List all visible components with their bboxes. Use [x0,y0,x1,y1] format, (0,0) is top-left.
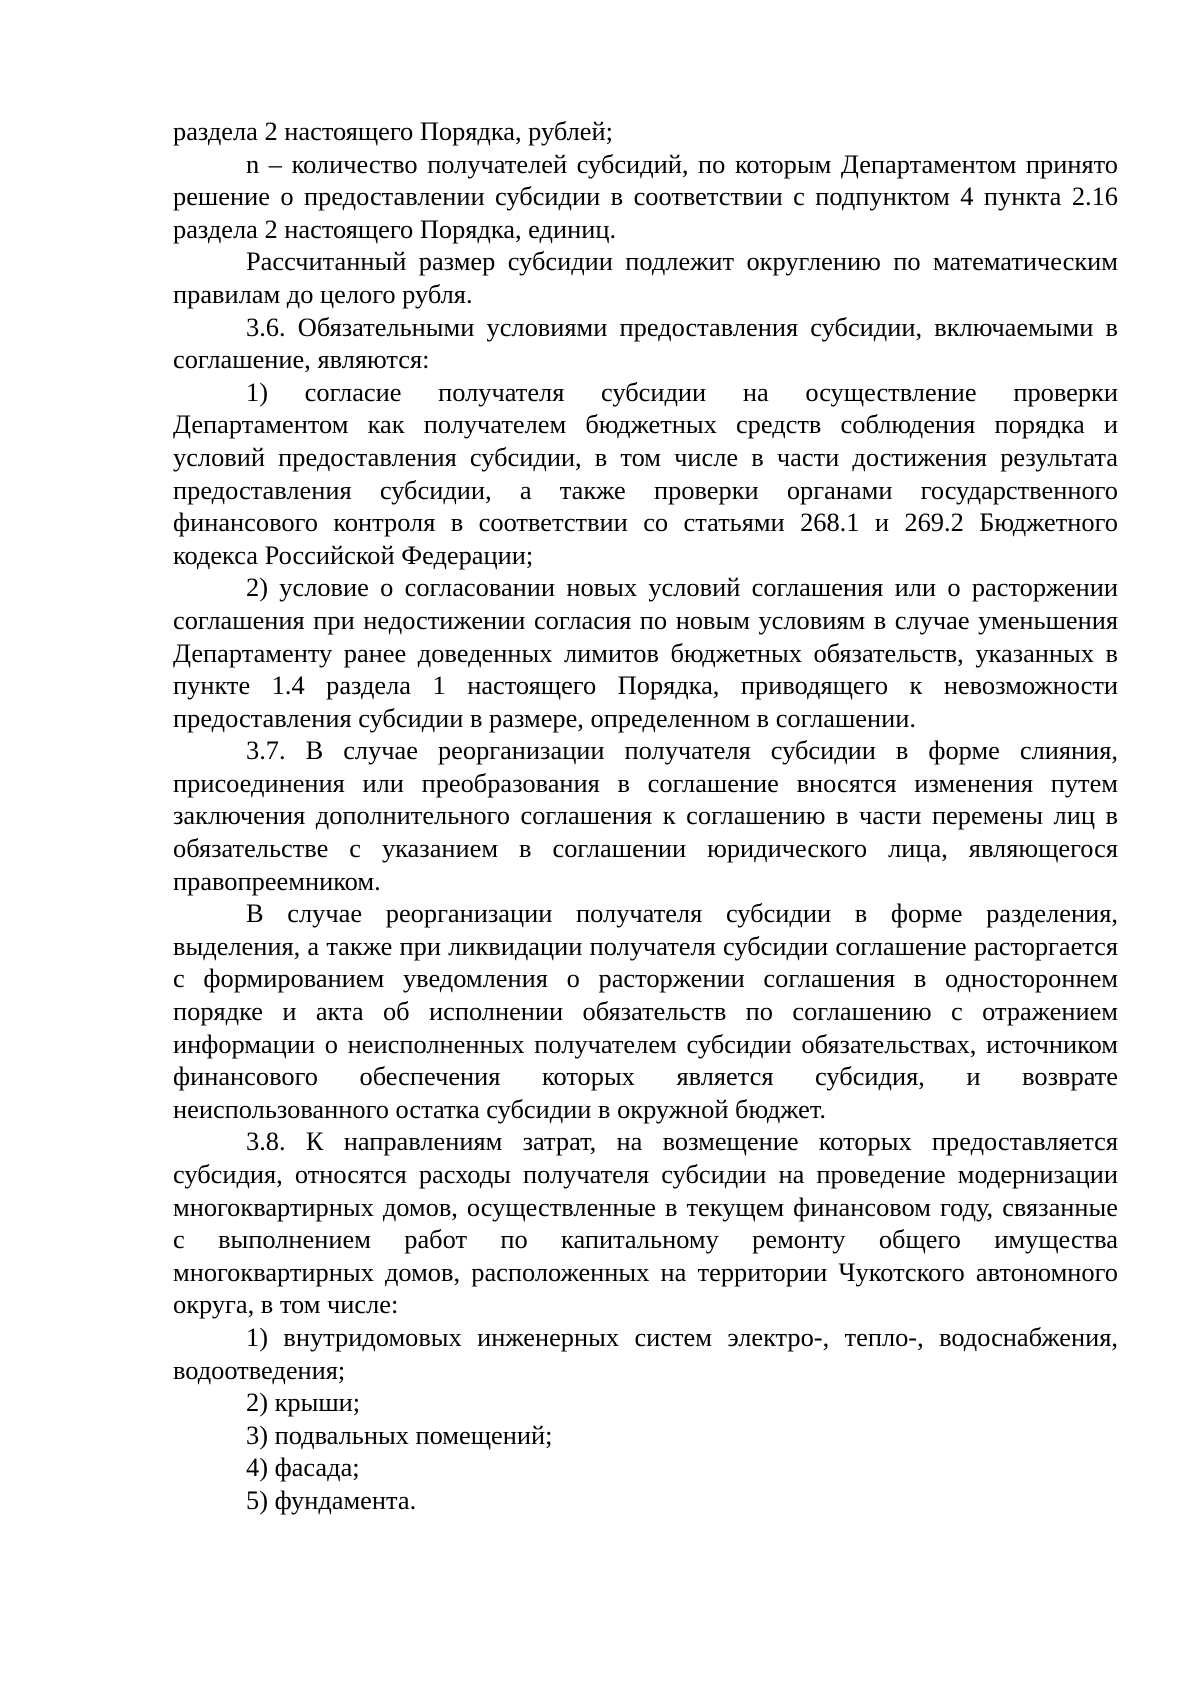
paragraph-3-6-item-1: 1) согласие получателя субсидии на осуществление проверки Департаментом как получателем бюджетных средств соблюдения порядка и условий предоставления субсидии, в том числе в части достижения результата предоставления субсидии, а также проверки органами государственного финансового контроля в соответствии со статьями 268.1 и 269.2 Бюджетного кодекса Российской Федерации; [173,376,1118,570]
list-item: 3) подвальных помещений; [246,1419,553,1450]
list-item: 5) фундамента. [246,1484,417,1515]
list-item: 2) крыши; [246,1387,361,1418]
paragraph-rounding: Рассчитанный размер субсидии подлежит округлению по математическим правилам до целого рубля. [173,246,1118,309]
paragraph-continuation: раздела 2 настоящего Порядка, рублей; [173,116,613,146]
paragraph-reorganization: В случае реорганизации получателя субсидии в форме разделения, выделения, а также при ликвидации получателя субсидии соглашение расторгается с формированием уведомления о расторжении соглашения в одностороннем порядке и акта об исполнении обязательств по соглашению с отражением информации о неисполненных получателем субсидии обязательствах, источником финансового обеспечения которых является субсидия, и возврате неиспользованного остатка субсидии в окружной бюджет. [173,898,1118,1124]
paragraph-3-8-item-1: 1) внутридомовых инженерных систем электро-, тепло-, водоснабжения, водоотведения; [173,1321,1118,1385]
paragraph-3-7: 3.7. В случае реорганизации получателя субсидии в форме слияния, присоединения или преобразования в соглашение вносятся изменения путем заключения дополнительного соглашения к соглашению в части перемены лиц в обязательстве с указанием в соглашении юридического лица, являющегося правопреемником. [173,735,1118,896]
paragraph-n-definition: n – количество получателей субсидий, по которым Департаментом принято решение о предоставлении субсидии в соответствии с подпунктом 4 пункта 2.16 раздела 2 настоящего Порядка, единиц. [173,148,1118,244]
paragraph-3-8: 3.8. К направлениям затрат, на возмещение которых предоставляется субсидия, относятся расходы получателя субсидии на проведение модернизации многоквартирных домов, осуществленные в текущем финансовом году, связанные с выполнением работ по капитальному ремонту общего имущества многоквартирных домов, расположенных на территории Чукотского автономного округа, в том числе: [173,1126,1118,1320]
list-item: 4) фасада; [246,1452,360,1483]
paragraph-3-6: 3.6. Обязательными условиями предоставления субсидии, включаемыми в соглашение, являются: [173,311,1118,375]
paragraph-3-6-item-2: 2) условие о согласовании новых условий соглашения или о расторжении соглашения при недостижении согласия по новым условиям в случае уменьшения Департаменту ранее доведенных лимитов бюджетных обязательств, указанных в пункте 1.4 раздела 1 настоящего Порядка, приводящего к невозможности предоставления субсидии в размере, определенном в соглашении. [173,572,1118,733]
document-body [173,115,1118,1517]
